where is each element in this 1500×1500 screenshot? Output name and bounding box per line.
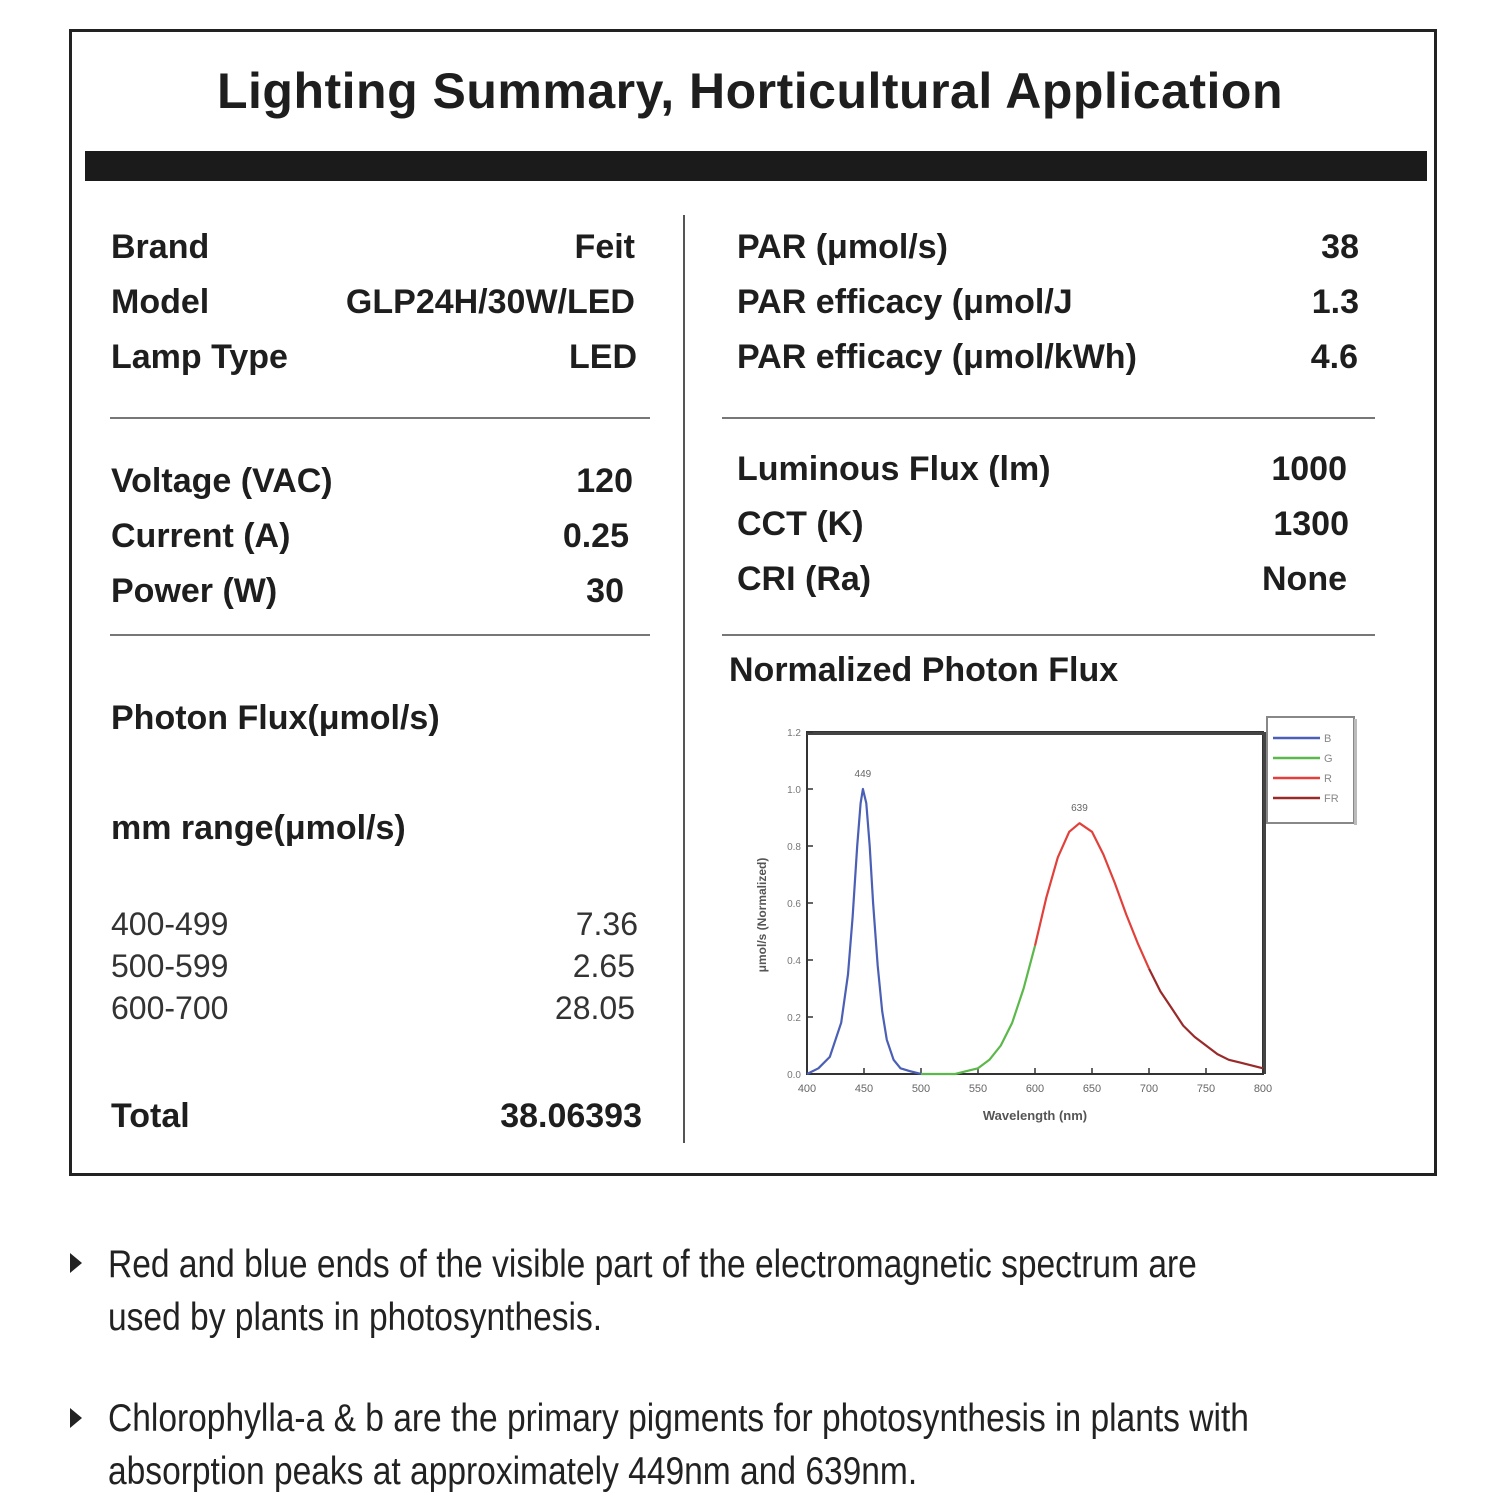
legend-label-r: R — [1324, 773, 1332, 785]
power-label: Power (W) — [111, 572, 278, 610]
legend-shadow — [1354, 719, 1357, 825]
x-tick-label: 600 — [1025, 1083, 1045, 1095]
left-divider-1 — [110, 417, 650, 419]
cct-label: CCT (K) — [737, 505, 864, 543]
range-label: mm range(μmol/s) — [111, 809, 406, 847]
y-tick-label: 0.2 — [787, 1013, 801, 1024]
cri-label: CRI (Ra) — [737, 560, 872, 598]
right-divider-2 — [722, 634, 1375, 636]
x-tick-label: 450 — [854, 1083, 874, 1095]
brand-label: Brand — [111, 228, 210, 266]
x-tick-label: 400 — [797, 1083, 817, 1095]
lamp-type-value: LED — [569, 338, 637, 376]
range-row-value: 28.05 — [554, 990, 635, 1026]
column-divider — [683, 215, 685, 1143]
bullet-icon — [70, 1408, 82, 1428]
power-value: 30 — [586, 572, 624, 610]
x-tick-label: 550 — [968, 1083, 988, 1095]
total-value: 38.06393 — [500, 1097, 642, 1135]
y-tick-label: 0.0 — [787, 1070, 801, 1081]
range-row-label: 500-599 — [111, 948, 229, 984]
par-value: 38 — [1321, 228, 1359, 266]
y-axis-label: μmol/s (Normalized) — [755, 857, 769, 973]
voltage-value: 120 — [576, 462, 633, 500]
chart-title: Normalized Photon Flux — [729, 651, 1119, 689]
range-row-label: 600-700 — [111, 990, 229, 1026]
par-label: PAR (μmol/s) — [737, 228, 948, 266]
right-divider-1 — [722, 417, 1375, 419]
page-title: Lighting Summary, Horticultural Application — [217, 63, 1283, 119]
luminous-flux-label: Luminous Flux (lm) — [737, 450, 1051, 488]
legend-label-fr: FR — [1324, 793, 1339, 805]
x-tick-label: 800 — [1253, 1083, 1273, 1095]
series-line-r — [1035, 823, 1149, 968]
series-line-g — [921, 946, 1035, 1074]
par-efficacy-kwh-label: PAR efficacy (μmol/kWh) — [737, 338, 1137, 376]
plot-top-border — [807, 732, 1263, 735]
par-efficacy-value: 1.3 — [1311, 283, 1359, 321]
cri-value: None — [1262, 560, 1347, 598]
bullet-icon — [70, 1253, 82, 1273]
series-line-b — [807, 789, 921, 1074]
y-tick-label: 1.0 — [787, 785, 801, 796]
x-tick-label: 700 — [1139, 1083, 1159, 1095]
total-label: Total — [111, 1097, 190, 1135]
luminous-flux-value: 1000 — [1271, 450, 1347, 488]
model-label: Model — [111, 283, 210, 321]
legend-label-g: G — [1324, 753, 1333, 765]
range-row-value: 2.65 — [572, 948, 635, 984]
legend-label-b: B — [1324, 733, 1332, 745]
y-tick-label: 1.2 — [787, 728, 801, 739]
chart-legend — [1267, 717, 1357, 825]
note-1: Red and blue ends of the visible part of the electromagnetic spectrum are used by plants in photosynthesis. — [108, 1243, 1197, 1339]
current-value: 0.25 — [562, 517, 629, 555]
peak-annotation: 449 — [854, 769, 872, 780]
photon-flux-chart — [740, 700, 1380, 1140]
cct-value: 1300 — [1273, 505, 1349, 543]
range-row-label: 400-499 — [111, 906, 229, 942]
brand-value: Feit — [574, 228, 635, 266]
peak-annotation: 639 — [1071, 803, 1088, 815]
x-axis-label: Wavelength (nm) — [982, 1108, 1088, 1123]
y-tick-label: 0.4 — [787, 956, 801, 967]
x-tick-label: 750 — [1196, 1083, 1216, 1095]
title-divider-bar — [85, 151, 1427, 181]
current-label: Current (A) — [111, 517, 291, 555]
model-value: GLP24H/30W/LED — [345, 283, 635, 321]
par-efficacy-label: PAR efficacy (μmol/J — [737, 283, 1073, 321]
legend-box — [1267, 717, 1354, 823]
range-row-value: 7.36 — [575, 906, 638, 942]
y-tick-label: 0.6 — [787, 899, 801, 910]
par-efficacy-kwh-value: 4.6 — [1310, 338, 1358, 376]
plot-area — [807, 732, 1263, 1074]
note-2: Chlorophylla-a & b are the primary pigments for photosynthesis in plants with absorption peaks at approximately 449nm and 639nm. — [108, 1397, 1249, 1493]
x-tick-label: 500 — [911, 1083, 931, 1095]
plot-right-border — [1263, 732, 1266, 1074]
x-tick-label: 650 — [1082, 1083, 1102, 1095]
series-line-fr — [1149, 969, 1263, 1069]
y-tick-label: 0.8 — [787, 842, 801, 853]
photon-flux-label: Photon Flux(μmol/s) — [111, 699, 440, 737]
lamp-type-label: Lamp Type — [111, 338, 288, 376]
voltage-label: Voltage (VAC) — [111, 462, 333, 500]
left-divider-2 — [110, 634, 650, 636]
